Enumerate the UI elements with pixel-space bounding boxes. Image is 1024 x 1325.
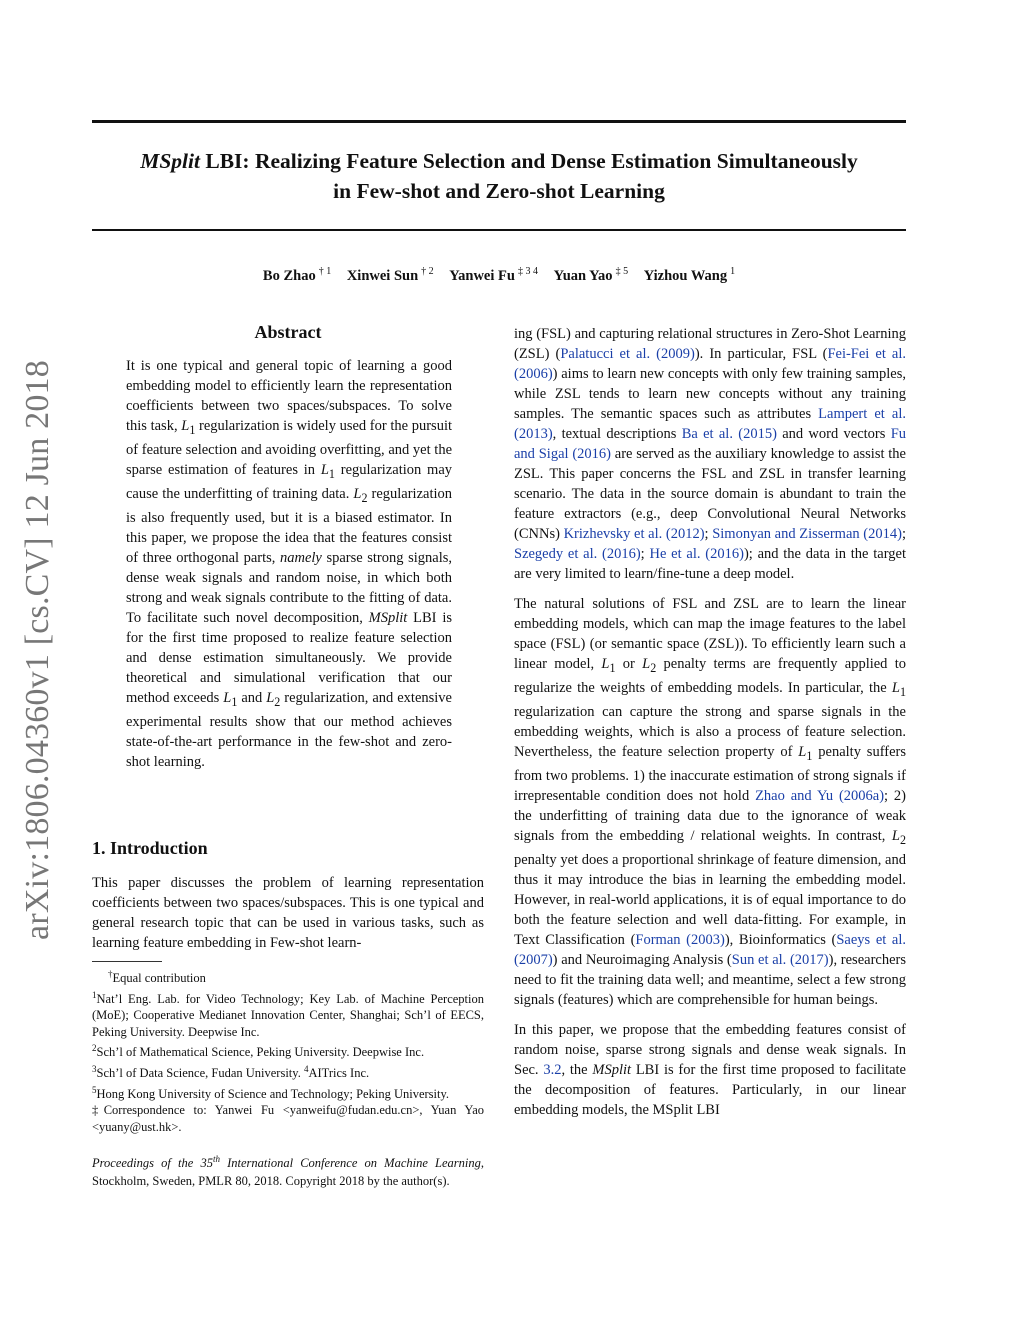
paragraph: The natural solutions of FSL and ZSL are to learn the linear embedding models, which can map the image features to the label space (FSL) (or semantic space (ZSL)). To efficiently learn such a linear model, $L_1$ or $L_2$ penalty terms are frequently applied to regularize the weights of embedding models. In particular, the $L_1$ regularization can capture the strong and sparse signals in the embedding weights, which is also a process of feature selection. Nevertheless, the feature selection property of $L_1$ penalty suffers from two problems. 1) the inaccurate estimation of strong signals if irrepresentable condition does not hold Zhao and Yu (2006a); 2) the underfitting of training data due to the ignorance of weak signals from the embedding / relational weights. In contrast, $L_2$ penalty yet does a proportional shrinkage of feature dimension, and thus it may introduce the bias in learning the embedding model. However, in real-world applications, it is of equal importance to do both the feature selection and well data-fitting. For example, in Text Classification (Forman (2003)), Bioinformatics (Saeys et al. (2007)) and Neuroimaging Analysis (Sun et al. (2017)), researchers need to fit the training data well; and meantime, select a few strong signals (features) which are comprehensible for human beings. xyxy=(514,596,907,1008)
author-name: Yanwei Fu xyxy=(449,267,515,284)
citation-link[interactable]: Saeys et al. (2007) xyxy=(514,931,907,968)
footnote-correspondence: ‡Correspondence to: Yanwei Fu <yanweifu@fudan.edu.cn>, Yuan Yao <yuany@ust.hk>. xyxy=(92,1103,484,1134)
author-affiliation-marks: 1 xyxy=(730,266,736,277)
abstract-heading: Abstract xyxy=(254,322,322,342)
citation-link[interactable]: Lampert et al. (2013) xyxy=(514,406,906,442)
author-affiliation-marks: ‡ 3 4 xyxy=(517,266,538,277)
author-list xyxy=(92,266,906,285)
author-name: Xinwei Sun xyxy=(346,267,419,284)
citation-link[interactable]: Forman (2003) xyxy=(635,931,725,948)
citation-link[interactable]: Szegedy et al. (2016) xyxy=(514,546,641,562)
footnote-equal-contribution: †Equal contribution xyxy=(108,969,206,986)
author-affiliation-marks: † 1 xyxy=(318,266,332,277)
citation-link[interactable]: Sun et al. (2017) xyxy=(731,951,829,968)
title-line2: in Few-shot and Zero-shot Learning xyxy=(333,179,665,203)
paragraph: In this paper, we propose that the embedding features consist of random noise, sparse strong signals and dense weak signals. In Sec. 3.2, the MSplit LBI is for the first time proposed to facilitate the decomposition of features. Particularly, in our linear embedding models, the MSplit LBI xyxy=(514,1021,906,1118)
footnote-affiliation-3-4: $^3$Sch’l of Data Science, Fudan University. $^4$AITrics Inc. xyxy=(92,1063,370,1081)
section-heading-introduction: 1. Introduction xyxy=(92,838,208,858)
introduction-paragraph: This paper discusses the problem of learning representation coefficients between two spaces/subspaces. This is one typical and general research topic that can be used in various tasks, such as learning feature embedding in Few-shot learn- xyxy=(92,875,484,951)
author xyxy=(263,268,331,284)
author-name: Yizhou Wang xyxy=(643,267,728,284)
author xyxy=(554,268,628,284)
author-name: Yuan Yao xyxy=(553,267,613,284)
abstract-body xyxy=(126,356,452,772)
citation-link[interactable]: Zhao and Yu (2006a) xyxy=(755,787,885,804)
paragraph: ing (FSL) and capturing relational structures in Zero-Shot Learning (ZSL) (Palatucci et al. (2009)). In particular, FSL (Fei-Fei et al. (2006)) aims to learn new concepts with only few training samples, while ZSL tends to learn new concepts without any training samples. The semantic spaces such as attributes Lampert et al. (2013), textual descriptions Ba et al. (2015) and word vectors Fu and Sigal (2016) are served as the auxiliary knowledge to assist the ZSL. This paper concerns the FSL and ZSL in transfer learning scenario. The data in the source domain is abundant to train the feature extractors (e.g., deep Convolutional Neural Networks (CNNs) Krizhevsky et al. (2012); Simonyan and Zisserman (2014); Szegedy et al. (2016); He et al. (2016)); and the data in the target are very limited to learn/fine-tune a deep model. xyxy=(514,326,907,582)
title-emph: MSplit xyxy=(140,149,200,173)
citation-link[interactable]: Ba et al. (2015) xyxy=(681,426,777,442)
paper-title xyxy=(92,146,906,206)
citation-link[interactable]: Fu and Sigal (2016) xyxy=(514,426,907,462)
footnote-affiliation-1: $^1$Nat’l Eng. Lab. for Video Technology; Key Lab. of Machine Perception (MoE); Cooperative Medianet Innovation Center, Shanghai; Sch’l of EECS, Peking University. Deepwise Inc. xyxy=(92,989,484,1039)
title-line1: LBI: Realizing Feature Selection and Dense Estimation Simultaneously xyxy=(199,149,858,173)
author-name: Bo Zhao xyxy=(262,267,316,284)
citation-link[interactable]: He et al. (2016) xyxy=(649,546,744,562)
footnotes xyxy=(92,966,484,1135)
author xyxy=(644,268,735,284)
title-rule-top xyxy=(92,120,906,123)
citation-link[interactable]: Palatucci et al. (2009) xyxy=(560,346,695,362)
footnote-affiliation-2: $^2$Sch’l of Mathematical Science, Peking University. Deepwise Inc. xyxy=(92,1043,425,1060)
footnote-rule xyxy=(92,961,162,962)
author xyxy=(449,268,538,284)
footnote-affiliation-5: $^5$Hong Kong University of Science and Technology; Peking University. xyxy=(92,1084,450,1101)
section-link[interactable]: 3.2 xyxy=(543,1061,562,1078)
citation-link[interactable]: Simonyan and Zisserman (2014) xyxy=(712,526,902,542)
author-affiliation-marks: ‡ 5 xyxy=(615,266,629,277)
citation-link[interactable]: Krizhevsky et al. (2012) xyxy=(563,526,705,542)
title-rule-bottom xyxy=(92,229,906,231)
author xyxy=(347,268,434,284)
right-column-body xyxy=(514,324,906,1120)
arxiv-identifier: arXiv:1806.04360v1 [cs.CV] 12 Jun 2018 xyxy=(19,360,56,940)
proceedings-note: Proceedings of the 35th International Conference on Machine Learning, Stockholm, Sweden, PMLR 80, 2018. Copyright 2018 by the author(s). xyxy=(92,1154,484,1189)
author-affiliation-marks: † 2 xyxy=(421,266,434,277)
abstract-paragraph: It is one typical and general topic of learning a good embedding model to efficiently learn the representation coefficients between two spaces/subspaces. To solve this task, $L_1$ regularization is widely used for the pursuit of feature selection and avoiding overfitting, and yet the sparse estimation of features in $L_1$ regularization may cause the underfitting of training data. $L_2$ regularization is also frequently used, but it is a biased estimator. In this paper, we propose the idea that the features consist of three orthogonal parts, namely sparse strong signals, dense weak signals and random noise, in which both strong and weak signals contribute to the fitting of data. To facilitate such novel decomposition, MSplit LBI is for the first time proposed to realize feature selection and dense estimation simultaneously. We provide theoretical and simulational verification that our method exceeds $L_1$ and $L_2$ regularization, and extensive experimental results show that our method achieves state-of-the-art performance in the few-shot and zero-shot learning. xyxy=(126,358,453,770)
introduction-body xyxy=(92,873,484,953)
citation-link[interactable]: Fei-Fei et al. (2006) xyxy=(514,346,906,382)
